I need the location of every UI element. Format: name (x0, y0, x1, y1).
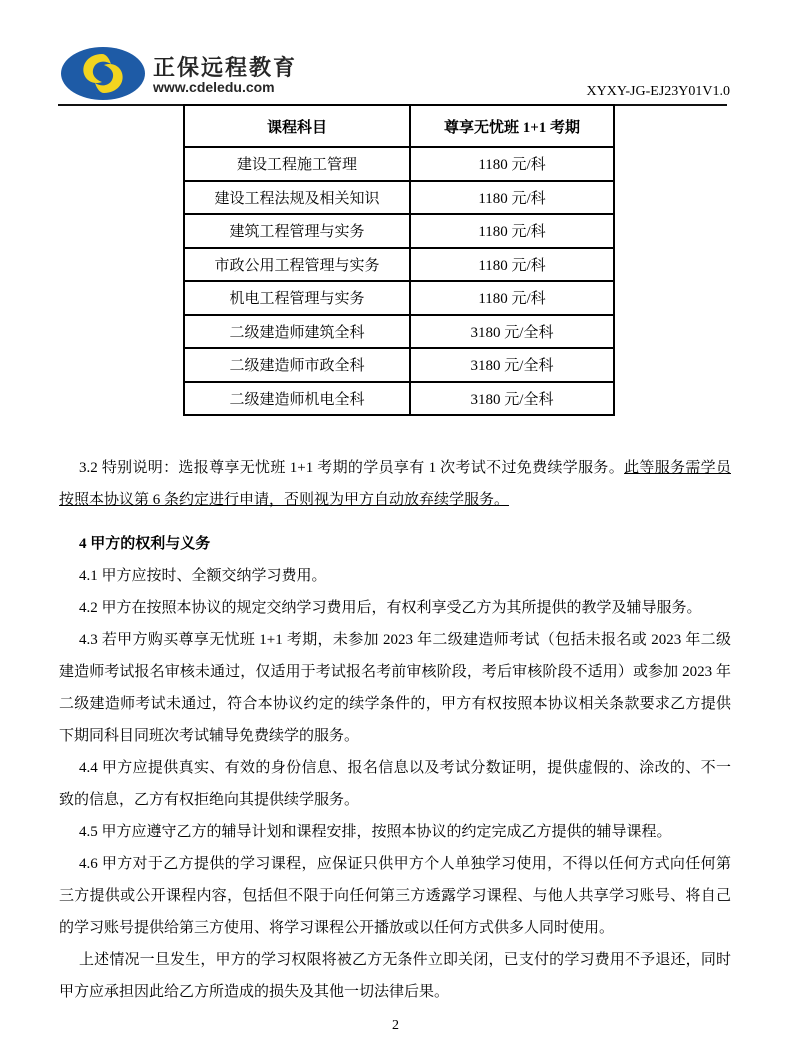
price-cell: 1180 元/科 (410, 181, 614, 215)
subject-cell: 二级建造师建筑全科 (184, 315, 410, 349)
table-header-row (184, 105, 614, 147)
contract-body (59, 452, 731, 1008)
para-4-1: 4.1 甲方应按时、全额交纳学习费用。 (79, 568, 327, 584)
table-row (184, 147, 614, 181)
price-cell: 1180 元/科 (410, 281, 614, 315)
table-row (184, 214, 614, 248)
subject-cell: 市政公用工程管理与实务 (184, 248, 410, 282)
price-cell: 1180 元/科 (410, 147, 614, 181)
subject-cell: 二级建造师机电全科 (184, 382, 410, 416)
subject-cell: 机电工程管理与实务 (184, 281, 410, 315)
price-cell: 3180 元/全科 (410, 315, 614, 349)
table-row (184, 382, 614, 416)
price-cell: 3180 元/全科 (410, 382, 614, 416)
brand-name: 正保远程教育 (153, 55, 298, 80)
document-code: XYXY-JG-EJ23Y01V1.0 (586, 84, 730, 99)
subject-cell: 建设工程施工管理 (184, 147, 410, 181)
table-row (184, 315, 614, 349)
para-final: 上述情况一旦发生，甲方的学习权限将被乙方无条件立即关闭，已支付的学习费用不予退还，同时甲方应承担因此给乙方所造成的损失及其他一切法律后果。 (59, 952, 731, 1000)
cdel-logo-icon (61, 47, 145, 100)
table-row (184, 348, 614, 382)
para-4-5: 4.5 甲方应遵守乙方的辅导计划和课程安排，按照本协议的约定完成乙方提供的辅导课程。 (79, 824, 672, 840)
para-3-2 (59, 452, 731, 516)
subject-cell: 建设工程法规及相关知识 (184, 181, 410, 215)
price-cell: 3180 元/全科 (410, 348, 614, 382)
table-row (184, 248, 614, 282)
subject-cell: 二级建造师市政全科 (184, 348, 410, 382)
price-table (183, 104, 615, 416)
col-header-price: 尊享无忧班 1+1 考期 (410, 105, 614, 147)
para-4-4: 4.4 甲方应提供真实、有效的身份信息、报名信息以及考试分数证明，提供虚假的、涂改的、不一致的信息，乙方有权拒绝向其提供续学服务。 (59, 760, 731, 808)
para-4-6: 4.6 甲方对于乙方提供的学习课程，应保证只供甲方个人单独学习使用，不得以任何方式向任何第三方提供或公开课程内容，包括但不限于向任何第三方透露学习课程、与他人共享学习账号、将自己的学习账号提供给第三方使用、将学习课程公开播放或以任何方式供多人同时使用。 (59, 856, 731, 936)
para-4-2: 4.2 甲方在按照本协议的规定交纳学习费用后，有权利享受乙方为其所提供的教学及辅导服务。 (79, 600, 702, 616)
subject-cell: 建筑工程管理与实务 (184, 214, 410, 248)
section-4-heading: 4 甲方的权利与义务 (79, 536, 211, 552)
brand-website: www.cdeledu.com (153, 79, 275, 95)
para-4-3: 4.3 若甲方购买尊享无忧班 1+1 考期，未参加 2023 年二级建造师考试（包括未报名或 2023 年二级建造师考试报名审核未通过，仅适用于考试报名考前审核阶段，考后审核阶段不适用）或参加 2023 年二级建造师考试未通过，符合本协议约定的续学条件的，甲方有权按照本协议相关条款要求乙方提供下期同科目同班次考试辅导免费续学的服务。 (59, 632, 731, 744)
col-header-subject: 课程科目 (184, 105, 410, 147)
para-3-2-text: 3.2 特别说明：选报尊享无忧班 1+1 考期的学员享有 1 次考试不过免费续学服务。 (79, 460, 625, 476)
para-3-2-underlined-text: 此等服务需学员按照本协议第 6 条约定进行申请，否则视为甲方自动放弃续学服务。 (59, 460, 731, 508)
price-cell: 1180 元/科 (410, 248, 614, 282)
table-row (184, 181, 614, 215)
table-row (184, 281, 614, 315)
price-cell: 1180 元/科 (410, 214, 614, 248)
page-number: 2 (392, 1018, 399, 1033)
